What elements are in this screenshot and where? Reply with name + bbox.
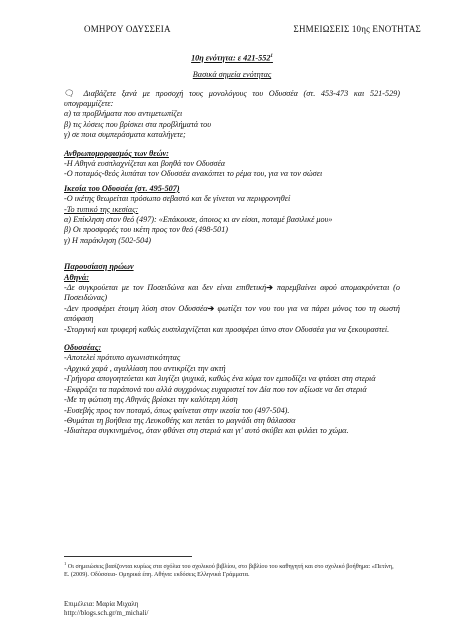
odysseus-line: -Αρχικά χαρά , αγαλλίαση που αντικρίζει την ακτή [64,363,226,373]
odysseus-line: -Ιδιαίτερα συγκινημένος, όταν φθάνει στη στεριά και γι' αυτό σκύβει και φιλάει το χώμα. [64,426,349,436]
athena-line [64,304,400,325]
athena-line: -Στοργική και τρυφερή καθώς ευσπλαχνίζεται και προσφέρει ύπνο στον Οδυσσέα για να ξεκουραστεί. [64,324,390,334]
section-title [64,52,400,64]
odysseus-line: -Γρήγορα απογοητεύεται και λυγίζει ψυχικά, καθώς ένα κύμα τον εμποδίζει να φτάσει στη στεριά [64,374,376,384]
odysseus-line: -Εκφράζει τα παράπονά του αλλά συγχρόνως ευχαριστεί τον Δία που τον αξίωσε να δει στεριά [64,384,367,394]
intro-c: γ) σε ποια συμπεράσματα καταλήγετε; [64,130,186,140]
header-left: ΟΜΗΡΟΥ ΟΔΥΣΣΕΙΑ [84,24,171,34]
arrow-right-icon: ➔ [266,283,274,293]
odysseus-heading: Οδυσσέας: [64,343,102,353]
title-text: 10η ενότητα: ε 421-552 [191,53,271,63]
athena-text: -Δε συγκρούεται με τον Ποσειδώνα και δεν είναι επιθετική [64,283,267,293]
footnote-ref[interactable]: 1 [270,54,273,59]
portrayal-heading: Παρουσίαση ηρώων [64,262,134,272]
supplication-heading: Ικεσία του Οδυσσέα (στ. 495-507) [64,183,180,193]
page-footer [64,600,148,618]
odysseus-line: -Θυμάται τη βοήθεια της Λευκοθέης και πετάει το μαγνάδι στη θάλασσα [64,415,296,425]
supplication-line: γ) Η παράκληση (502-504) [64,235,152,245]
footnote-text: Οι σημειώσεις βασίζονται κυρίως στα σχόλια του σχολικού βιβλίου, στο βιβλίου του καθηγητή και στο σχολικό βοήθημα: «Πετίνη, Ε. (2009). Οδύσσεια- Ομηρικά έπη. Αθήνα: εκδόσεις Ελληνικά Γράμματα. [64,563,394,579]
header-right: ΣΗΜΕΙΩΣΕΙΣ 10ης ΕΝΟΤΗΤΑΣ [293,24,421,34]
footer-author: Επιμέλεια: Μαρία Μιχαλη [64,600,139,608]
footer-url-link[interactable]: http://blogs.sch.gr/m_michali/ [64,609,149,617]
anthropomorphism-heading: Ανθρωπομορφισμός των θεών: [64,148,169,158]
intro-b: β) τις λύσεις που βρίσκει στα προβλήματά του [64,119,212,129]
athena-text: φωτίζει τον νου του για να πάρει μόνος του τη σωστή απόφαση [64,303,400,324]
footnote-divider [64,556,192,557]
athena-line [64,283,400,304]
speech-bubble-icon: 🗨 [64,88,78,98]
footnote [64,560,400,579]
odysseus-line: -Αποτελεί πρότυπο αγωνιστικότητας [64,353,181,363]
athena-text: -Δεν προσφέρει έτοιμη λύση στον Οδυσσέα [64,303,208,313]
intro-line: Διαβάζετε ξανά με προσοχή τους μονολόγους του Οδυσσέα (στ. 453-473 και 521-529) υπογραμμίζετε: [64,88,400,108]
athena-text: παρεμβαίνει αφού απομακρύνεται (ο Ποσειδώνας) [64,283,400,303]
odysseus-line: -Ευσεβής προς τον ποταμό, όπως φαίνεται στην ικεσία του (497-504). [64,405,290,415]
intro-paragraph [64,89,400,110]
supplication-line: -Ο ικέτης θεωρείται πρόσωπο σεβαστό και δε γίνεται να περιφρονηθεί [64,194,291,204]
supplication-line: β) Οι προσφορές του ικέτη προς τον θεό (498-501) [64,225,229,235]
arrow-right-icon: ➔ [207,303,215,313]
main-content [64,52,400,437]
subtitle: Βασικά σημεία ενότητας [192,70,272,80]
odysseus-line: -Με τη φώτιση της Αθηνάς βρίσκει την καλύτερη λύση [64,395,238,405]
athena-heading: Αθηνά: [64,272,90,282]
footnote-mark: 1 [64,561,67,566]
supplication-line: -Το τυπικό της ικεσίας: [64,204,139,214]
anthropomorphism-line: -Ο ποταμός-θεός λυπάται τον Οδυσσέα ανακόπτει το ρέμα του, για να τον σώσει [64,169,323,179]
intro-a: α) τα προβλήματα που αντιμετωπίζει [64,109,183,119]
supplication-line: α) Επίκληση στον θεό (497): «Επάκουσε, όποιος κι αν είσαι, ποταμέ βασιλικέ μου» [64,215,333,225]
anthropomorphism-line: -Η Αθηνά ευσπλαχνίζεται και βοηθά τον Οδυσσέα [64,158,226,168]
